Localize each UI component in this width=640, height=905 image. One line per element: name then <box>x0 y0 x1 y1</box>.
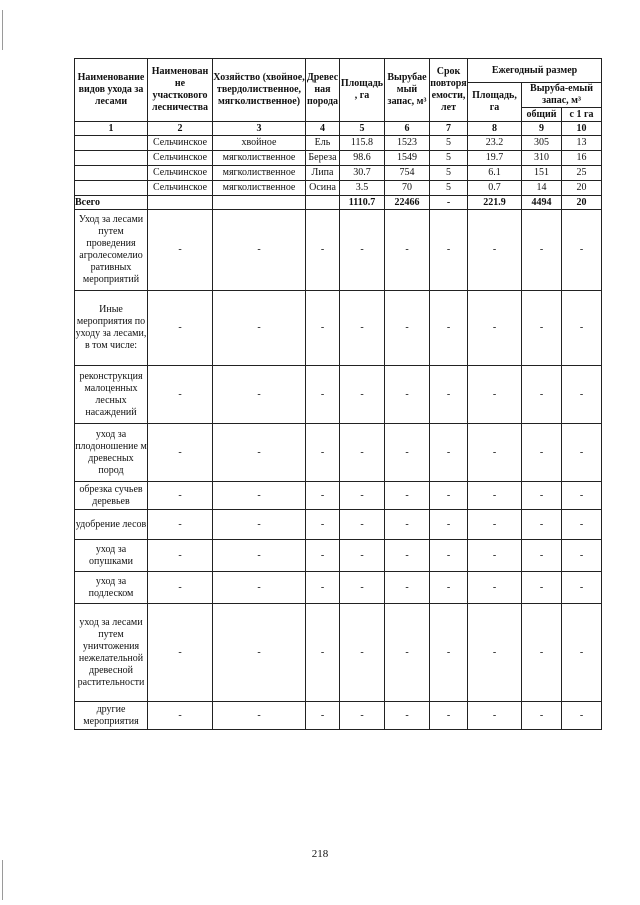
table-row <box>75 166 602 181</box>
page-number: 218 <box>311 848 329 860</box>
header-annual-size: Ежегодный размер <box>468 59 602 83</box>
dash-cell: - <box>468 291 522 366</box>
dash-cell: - <box>562 210 602 291</box>
total-annual-area: 221.9 <box>468 196 522 210</box>
dash-cell: - <box>522 702 562 730</box>
dash-cell: - <box>385 424 430 482</box>
dash-cell: - <box>148 424 213 482</box>
column-number: 10 <box>562 122 602 136</box>
header-forestry-name: Наименован не участкового лесничества <box>148 59 213 122</box>
column-number: 5 <box>340 122 385 136</box>
cell-economy: мягколиственное <box>213 166 306 181</box>
cell-annual-area: 19.7 <box>468 151 522 166</box>
dash-cell: - <box>148 210 213 291</box>
dash-cell: - <box>148 572 213 604</box>
cell-economy: мягколиственное <box>213 181 306 196</box>
activity-row <box>75 291 602 366</box>
cell-stock: 1549 <box>385 151 430 166</box>
dash-cell: - <box>562 424 602 482</box>
dash-cell: - <box>213 366 306 424</box>
cell-area: 98.6 <box>340 151 385 166</box>
cell-period: 5 <box>430 181 468 196</box>
dash-cell: - <box>562 572 602 604</box>
dash-cell: - <box>306 702 340 730</box>
dash-cell: - <box>430 291 468 366</box>
dash-cell: - <box>213 702 306 730</box>
cell-annual-total: 14 <box>522 181 562 196</box>
dash-cell: - <box>385 510 430 540</box>
dash-cell: - <box>306 291 340 366</box>
forest-care-table <box>74 58 602 730</box>
dash-cell: - <box>468 702 522 730</box>
cell-species: Береза <box>306 151 340 166</box>
dash-cell: - <box>385 291 430 366</box>
dash-cell: - <box>340 540 385 572</box>
dash-cell: - <box>385 572 430 604</box>
activity-row <box>75 540 602 572</box>
dash-cell: - <box>522 540 562 572</box>
dash-cell: - <box>430 510 468 540</box>
cell-forestry: Сельчинское <box>148 181 213 196</box>
dash-cell: - <box>468 604 522 702</box>
total-label: Всего <box>75 196 148 210</box>
dash-cell: - <box>468 540 522 572</box>
dash-cell: - <box>468 510 522 540</box>
cell-forestry: Сельчинское <box>148 151 213 166</box>
table-row <box>75 181 602 196</box>
cell-annual-area: 0.7 <box>468 181 522 196</box>
dash-cell: - <box>340 210 385 291</box>
dash-cell: - <box>148 604 213 702</box>
cell-period: 5 <box>430 151 468 166</box>
cell-annual-total: 151 <box>522 166 562 181</box>
cell-area: 30.7 <box>340 166 385 181</box>
dash-cell: - <box>430 366 468 424</box>
activity-row <box>75 702 602 730</box>
cell-economy: мягколиственное <box>213 151 306 166</box>
column-number-row <box>75 122 602 136</box>
cell-species: Ель <box>306 136 340 151</box>
dash-cell: - <box>148 510 213 540</box>
dash-cell: - <box>148 291 213 366</box>
cell-annual-total: 305 <box>522 136 562 151</box>
dash-cell: - <box>522 482 562 510</box>
column-number: 6 <box>385 122 430 136</box>
cell-stock: 1523 <box>385 136 430 151</box>
dash-cell: - <box>213 424 306 482</box>
column-number: 1 <box>75 122 148 136</box>
dash-cell: - <box>213 604 306 702</box>
header-repeat-period: Срок повторя емости, лет <box>430 59 468 122</box>
dash-cell: - <box>562 604 602 702</box>
total-period: - <box>430 196 468 210</box>
dash-cell: - <box>385 210 430 291</box>
cell-annual-per-ha: 13 <box>562 136 602 151</box>
header-activity-type: Наименование видов ухода за лесами <box>75 59 148 122</box>
dash-cell: - <box>306 482 340 510</box>
activity-row <box>75 210 602 291</box>
cell-annual-per-ha: 20 <box>562 181 602 196</box>
header-annual-stock-per-ha: с 1 га <box>562 108 602 122</box>
dash-cell: - <box>385 482 430 510</box>
dash-cell: - <box>468 210 522 291</box>
cell-activity <box>75 166 148 181</box>
dash-cell: - <box>468 424 522 482</box>
dash-cell: - <box>213 482 306 510</box>
dash-cell: - <box>148 482 213 510</box>
dash-cell: - <box>306 510 340 540</box>
cell-annual-area: 6.1 <box>468 166 522 181</box>
column-number: 2 <box>148 122 213 136</box>
column-number: 3 <box>213 122 306 136</box>
header-felled-stock: Вырубае мый запас, м³ <box>385 59 430 122</box>
activity-label: Иные мероприятия по уходу за лесами, в том числе: <box>75 291 148 366</box>
activity-label: уход за плодоношение м древесных пород <box>75 424 148 482</box>
dash-cell: - <box>522 291 562 366</box>
dash-cell: - <box>430 210 468 291</box>
activity-label: другие мероприятия <box>75 702 148 730</box>
cell-economy: хвойное <box>213 136 306 151</box>
activity-label: реконструкция малоценных лесных насаждений <box>75 366 148 424</box>
dash-cell: - <box>522 210 562 291</box>
dash-cell: - <box>148 702 213 730</box>
dash-cell: - <box>306 604 340 702</box>
cell-annual-per-ha: 16 <box>562 151 602 166</box>
header-annual-stock: Выруба-емый запас, м³ <box>522 83 602 108</box>
total-area: 1110.7 <box>340 196 385 210</box>
cell-activity <box>75 181 148 196</box>
table-row <box>75 136 602 151</box>
column-number: 9 <box>522 122 562 136</box>
dash-cell: - <box>385 702 430 730</box>
dash-cell: - <box>340 604 385 702</box>
dash-cell: - <box>213 510 306 540</box>
dash-cell: - <box>562 702 602 730</box>
scan-edge-mark <box>2 860 3 900</box>
header-annual-area: Площадь, га <box>468 83 522 122</box>
column-number: 8 <box>468 122 522 136</box>
header-area: Площадь , га <box>340 59 385 122</box>
activity-label: удобрение лесов <box>75 510 148 540</box>
dash-cell: - <box>430 482 468 510</box>
dash-cell: - <box>562 482 602 510</box>
table-row <box>75 151 602 166</box>
dash-cell: - <box>385 540 430 572</box>
dash-cell: - <box>562 291 602 366</box>
dash-cell: - <box>385 604 430 702</box>
dash-cell: - <box>385 366 430 424</box>
cell-forestry: Сельчинское <box>148 166 213 181</box>
cell-forestry: Сельчинское <box>148 136 213 151</box>
cell-area: 115.8 <box>340 136 385 151</box>
dash-cell: - <box>562 540 602 572</box>
total-stock: 22466 <box>385 196 430 210</box>
cell-period: 5 <box>430 136 468 151</box>
dash-cell: - <box>430 604 468 702</box>
dash-cell: - <box>522 572 562 604</box>
dash-cell: - <box>522 510 562 540</box>
dash-cell: - <box>213 572 306 604</box>
dash-cell: - <box>306 572 340 604</box>
total-row <box>75 196 602 210</box>
activity-row <box>75 366 602 424</box>
cell-species: Липа <box>306 166 340 181</box>
total-empty <box>306 196 340 210</box>
dash-cell: - <box>340 572 385 604</box>
total-annual-per-ha: 20 <box>562 196 602 210</box>
total-empty <box>148 196 213 210</box>
dash-cell: - <box>213 291 306 366</box>
header-tree-species: Древес ная порода <box>306 59 340 122</box>
dash-cell: - <box>340 510 385 540</box>
dash-cell: - <box>522 604 562 702</box>
dash-cell: - <box>306 540 340 572</box>
column-number: 4 <box>306 122 340 136</box>
cell-annual-area: 23.2 <box>468 136 522 151</box>
dash-cell: - <box>213 540 306 572</box>
total-empty <box>213 196 306 210</box>
dash-cell: - <box>430 702 468 730</box>
cell-area: 3.5 <box>340 181 385 196</box>
activity-row <box>75 482 602 510</box>
dash-cell: - <box>430 572 468 604</box>
dash-cell: - <box>468 482 522 510</box>
cell-period: 5 <box>430 166 468 181</box>
dash-cell: - <box>306 366 340 424</box>
dash-cell: - <box>468 366 522 424</box>
column-number: 7 <box>430 122 468 136</box>
dash-cell: - <box>468 572 522 604</box>
cell-activity <box>75 136 148 151</box>
activity-row <box>75 572 602 604</box>
dash-cell: - <box>306 210 340 291</box>
dash-cell: - <box>562 510 602 540</box>
activity-label: уход за подлеском <box>75 572 148 604</box>
dash-cell: - <box>430 540 468 572</box>
dash-cell: - <box>340 291 385 366</box>
dash-cell: - <box>522 366 562 424</box>
dash-cell: - <box>562 366 602 424</box>
dash-cell: - <box>340 366 385 424</box>
scan-edge-mark <box>2 10 3 50</box>
cell-annual-total: 310 <box>522 151 562 166</box>
cell-activity <box>75 151 148 166</box>
activity-label: обрезка сучьев деревьев <box>75 482 148 510</box>
activity-label: уход за лесами путем уничтожения нежелательной древесной растительности <box>75 604 148 702</box>
cell-species: Осина <box>306 181 340 196</box>
activity-row <box>75 424 602 482</box>
dash-cell: - <box>148 366 213 424</box>
dash-cell: - <box>340 424 385 482</box>
dash-cell: - <box>522 424 562 482</box>
total-annual-total: 4494 <box>522 196 562 210</box>
header-economy-type: Хозяйство (хвойное, твердолиственное, мягколиственное) <box>213 59 306 122</box>
dash-cell: - <box>306 424 340 482</box>
cell-annual-per-ha: 25 <box>562 166 602 181</box>
activity-label: Уход за лесами путем проведения агролесомелио ративных мероприятий <box>75 210 148 291</box>
dash-cell: - <box>148 540 213 572</box>
dash-cell: - <box>213 210 306 291</box>
activity-row <box>75 604 602 702</box>
cell-stock: 754 <box>385 166 430 181</box>
dash-cell: - <box>430 424 468 482</box>
cell-stock: 70 <box>385 181 430 196</box>
header-annual-stock-total: общий <box>522 108 562 122</box>
activity-label: уход за опушками <box>75 540 148 572</box>
dash-cell: - <box>340 482 385 510</box>
dash-cell: - <box>340 702 385 730</box>
activity-row <box>75 510 602 540</box>
